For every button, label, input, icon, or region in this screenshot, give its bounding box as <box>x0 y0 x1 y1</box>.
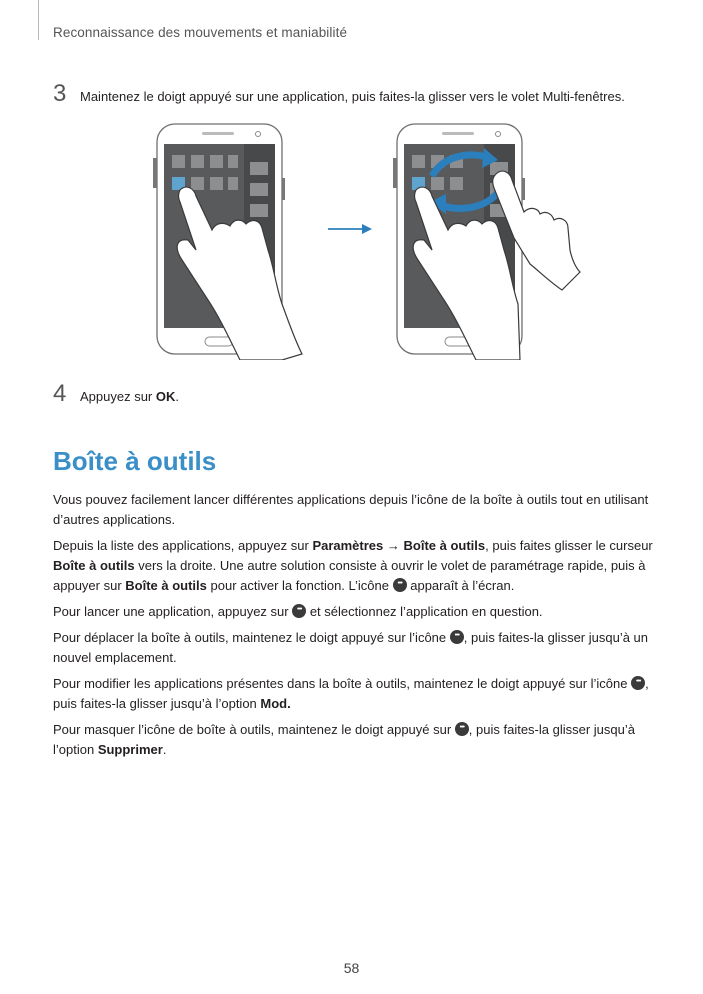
header-rule <box>38 0 39 40</box>
section-title: Boîte à outils <box>53 446 217 476</box>
step-text: Maintenez le doigt appuyé sur une application, puis faites-la glisser vers le volet Multi-fenêtres. <box>80 89 625 104</box>
page-number: 58 <box>343 960 360 976</box>
paragraph: Pour modifier les applications présentes dans la boîte à outils, maintenez le doigt appuyé sur l’icône •••, puis faites-la glisser jusqu’à l’option Mod. <box>53 674 653 714</box>
phone-after <box>393 124 580 360</box>
paragraph: Pour déplacer la boîte à outils, maintenez le doigt appuyé sur l’icône •••, puis faites-la glisser jusqu’à un nouvel emplacement. <box>53 628 653 668</box>
toolbox-icon <box>450 630 464 644</box>
ok-label: OK <box>155 389 176 404</box>
phone-before <box>153 124 302 360</box>
paragraph: Depuis la liste des applications, appuyez sur Paramètres → Boîte à outils, puis faites glisser le curseur Boîte à outils vers la droite. Une autre solution consiste à ouvrir le volet de paramétrage rapide, puis à appuyer sur Boîte à outils pour activer la fonction. L’icône ••• apparaît à l’écran. <box>53 536 653 596</box>
toolbox-icon <box>455 722 469 736</box>
paragraph: Vous pouvez facilement lancer différentes applications depuis l’icône de la boîte à outils tout en utilisant d’autres applications. <box>53 492 649 527</box>
section-body <box>53 490 653 766</box>
step-number: 4 <box>53 380 67 407</box>
multi-window-illustration <box>150 118 620 360</box>
paragraph: Pour masquer l’icône de boîte à outils, maintenez le doigt appuyé sur •••, puis faites-la glisser jusqu’à l’option Supprimer. <box>53 720 653 760</box>
step-number: 3 <box>53 80 67 107</box>
toolbox-icon <box>393 578 407 592</box>
right-arrow-icon <box>328 224 372 234</box>
step-3 <box>53 80 625 108</box>
step-4 <box>53 380 179 408</box>
step-text: Appuyez sur OK. <box>80 389 179 404</box>
running-title: Reconnaissance des mouvements et maniabilité <box>53 25 348 40</box>
toolbox-icon <box>292 604 306 618</box>
toolbox-icon <box>631 676 645 690</box>
paragraph: Pour lancer une application, appuyez sur ••• et sélectionnez l’application en question. <box>53 602 653 622</box>
